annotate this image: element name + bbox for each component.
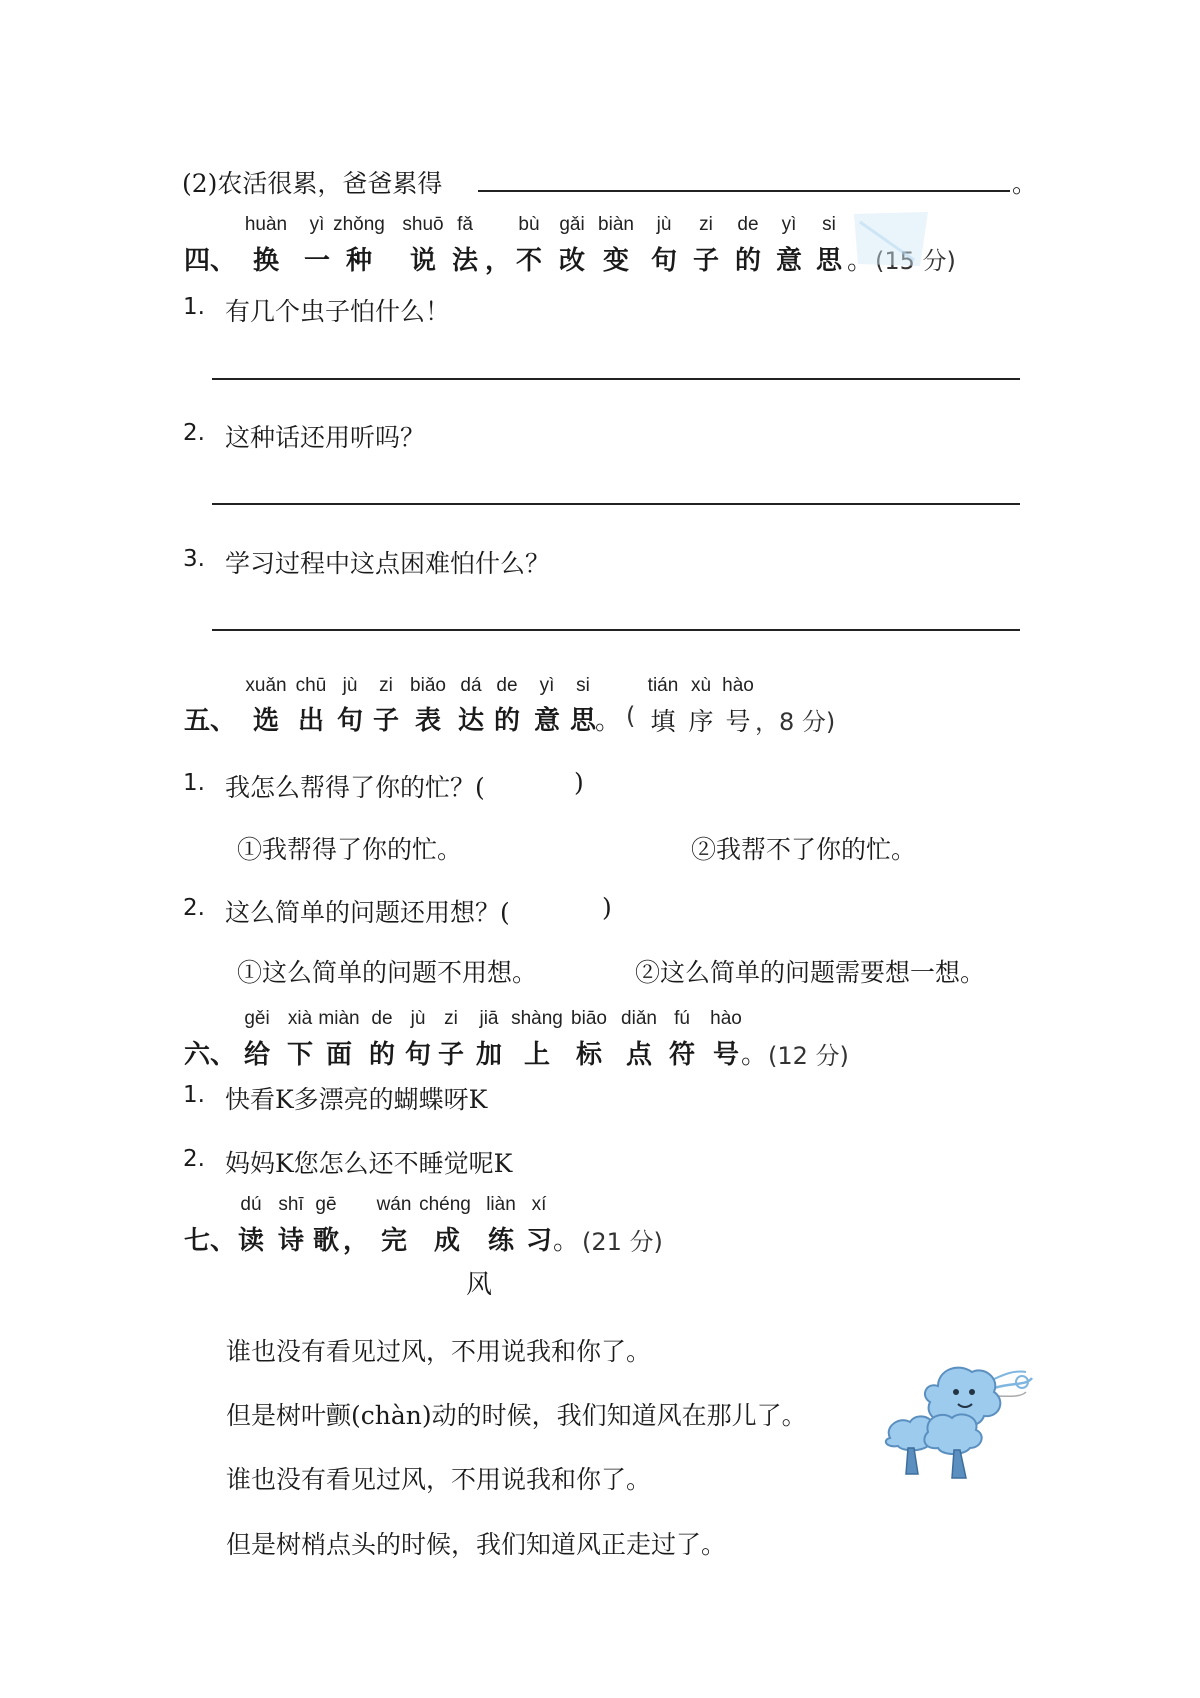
pinyin: hào [710, 1008, 742, 1029]
pinyin: si [822, 214, 836, 235]
heading-char: 加 [475, 1040, 503, 1070]
section-number: 七、 [183, 1226, 237, 1256]
heading-char: 给 [243, 1040, 271, 1070]
pinyin: xí [531, 1194, 547, 1215]
pinyin: hào [722, 675, 754, 696]
poem-line: 谁也没有看见过风，不用说我和你了。 [226, 1337, 652, 1366]
pinyin: jù [342, 675, 358, 696]
answer-blank[interactable] [478, 190, 1010, 192]
answer-line[interactable] [212, 629, 1020, 631]
heading-char: 句 [650, 246, 678, 276]
heading-char: 思 [815, 246, 843, 276]
heading-period: 。 [552, 1226, 580, 1256]
heading-char: 的 [368, 1040, 396, 1070]
pinyin: si [576, 675, 590, 696]
pinyin: jù [656, 214, 672, 235]
heading-char: 习 [525, 1226, 553, 1256]
section-score: (21 分) [582, 1228, 663, 1256]
poem-title: 风 [466, 1270, 493, 1300]
question-text: 我怎么帮得了你的忙？( [225, 773, 485, 802]
heading-char: 意 [533, 706, 561, 736]
pinyin: shī [278, 1194, 304, 1215]
wind-cloud-illustration [876, 1352, 1056, 1482]
heading-char: 标 [575, 1040, 603, 1070]
heading-period: 。 [594, 706, 622, 736]
heading-char: 句 [336, 706, 364, 736]
answer-blank-close[interactable]: ) [602, 893, 612, 922]
pinyin: gǎi [559, 214, 585, 235]
heading-char: 符 [668, 1040, 696, 1070]
heading-char: 的 [734, 246, 762, 276]
heading-char: 面 [325, 1040, 353, 1070]
section-score: ，8 分) [755, 708, 836, 736]
pinyin: tián [647, 675, 679, 696]
pinyin: zi [379, 675, 393, 696]
heading-char: 改 [558, 246, 586, 276]
section-score: (15 分) [875, 247, 956, 275]
pinyin: yì [539, 675, 555, 696]
heading-char: 号 [712, 1040, 740, 1070]
pinyin: gěi [244, 1008, 270, 1029]
pinyin: de [371, 1008, 393, 1029]
poem-line: 但是树叶颤(chàn)动的时候，我们知道风在那儿了。 [226, 1401, 807, 1430]
item-number: 2. [183, 895, 205, 921]
heading-char: 句 [404, 1040, 432, 1070]
heading-char: ， [484, 246, 512, 276]
pinyin: liàn [486, 1194, 516, 1215]
item-number: 1. [183, 294, 205, 320]
option-1: ①这么简单的问题不用想。 [237, 958, 538, 987]
question-text: 这种话还用听吗？ [225, 423, 426, 452]
option-2: ②我帮不了你的忙。 [691, 835, 917, 864]
section-number: 六、 [183, 1040, 237, 1070]
heading-char: 达 [457, 706, 485, 736]
pinyin: zi [699, 214, 713, 235]
heading-char: 的 [493, 706, 521, 736]
heading-char: 子 [692, 246, 720, 276]
item-number: 3. [183, 546, 205, 572]
item-number: 2. [183, 1146, 205, 1172]
heading-char: 说 [409, 246, 437, 276]
heading-char: 子 [372, 706, 400, 736]
heading-char: 表 [414, 706, 442, 736]
item-number: 1. [183, 770, 205, 796]
pinyin: biǎo [410, 675, 446, 696]
heading-char: 子 [437, 1040, 465, 1070]
pinyin: jiā [479, 1008, 499, 1029]
score-char: 号 [725, 707, 751, 736]
heading-period: 。 [846, 246, 874, 276]
pinyin: yì [309, 214, 325, 235]
heading-char: 变 [602, 246, 630, 276]
heading-char: 上 [523, 1040, 551, 1070]
question-text: 学习过程中这点困难怕什么？ [225, 549, 551, 578]
question-text: 有几个虫子怕什么！ [225, 297, 451, 326]
q3-item2-prefix: (2)农活很累，爸爸累得 [182, 169, 443, 198]
heading-char: 种 [345, 246, 373, 276]
pinyin: xù [690, 675, 712, 696]
pinyin: zhǒng [333, 214, 385, 235]
pinyin: jù [410, 1008, 426, 1029]
question-text: 这么简单的问题还用想？( [225, 898, 510, 927]
pinyin: zi [444, 1008, 458, 1029]
pinyin: wán [376, 1194, 412, 1215]
heading-char: 练 [487, 1226, 515, 1256]
pinyin: chéng [419, 1194, 471, 1215]
heading-char: ， [342, 1226, 370, 1256]
pinyin: fú [674, 1008, 690, 1029]
pinyin: bù [518, 214, 540, 235]
heading-char: 点 [625, 1040, 653, 1070]
answer-blank-close[interactable]: ) [574, 768, 584, 797]
pinyin: yì [781, 214, 797, 235]
heading-char: 换 [252, 246, 280, 276]
answer-line[interactable] [212, 503, 1020, 505]
question-text: 妈妈K您怎么还不睡觉呢K [225, 1149, 513, 1178]
heading-char: 成 [433, 1226, 461, 1256]
pinyin: shàng [511, 1008, 563, 1029]
section-number: 四、 [183, 246, 237, 276]
heading-period: 。 [740, 1040, 768, 1070]
item-number: 1. [183, 1082, 205, 1108]
pinyin: miàn [318, 1008, 360, 1029]
poem-line: 谁也没有看见过风，不用说我和你了。 [226, 1465, 652, 1494]
section-score: (12 分) [768, 1042, 849, 1070]
heading-char: 思 [569, 706, 597, 736]
heading-char: 选 [252, 706, 280, 736]
pinyin: de [737, 214, 759, 235]
score-char: 填 [650, 707, 676, 736]
heading-char: 法 [451, 246, 479, 276]
section-number: 五、 [183, 706, 237, 736]
answer-line[interactable] [212, 378, 1020, 380]
q3-item2-suffix: 。 [1012, 169, 1038, 198]
pinyin: fǎ [457, 214, 473, 235]
decoration-icon [848, 208, 934, 272]
pinyin: de [496, 675, 518, 696]
pinyin: xuǎn [245, 675, 287, 696]
heading-char: 一 [303, 246, 331, 276]
heading-char: 意 [775, 246, 803, 276]
poem-line: 但是树梢点头的时候，我们知道风正走过了。 [226, 1530, 727, 1559]
pinyin: biāo [571, 1008, 607, 1029]
heading-char: 出 [297, 706, 325, 736]
heading-char: 诗 [277, 1226, 305, 1256]
heading-char: 不 [515, 246, 543, 276]
pinyin: biàn [598, 214, 634, 235]
heading-char: 读 [237, 1226, 265, 1256]
score-char: 序 [688, 707, 714, 736]
question-text: 快看K多漂亮的蝴蝶呀K [225, 1085, 488, 1114]
pinyin: dú [240, 1194, 262, 1215]
heading-char: 完 [380, 1226, 408, 1256]
pinyin: xià [287, 1008, 313, 1029]
item-number: 2. [183, 420, 205, 446]
heading-char: 歌 [312, 1226, 340, 1256]
pinyin: diǎn [621, 1008, 657, 1029]
heading-char: 下 [286, 1040, 314, 1070]
pinyin: huàn [244, 214, 288, 235]
pinyin: chū [295, 675, 327, 696]
score-open: ( [626, 702, 636, 730]
pinyin: shuō [402, 214, 444, 235]
pinyin: gē [315, 1194, 337, 1215]
option-1: ①我帮得了你的忙。 [237, 835, 463, 864]
pinyin: dá [460, 675, 482, 696]
option-2: ②这么简单的问题需要想一想。 [635, 958, 986, 987]
